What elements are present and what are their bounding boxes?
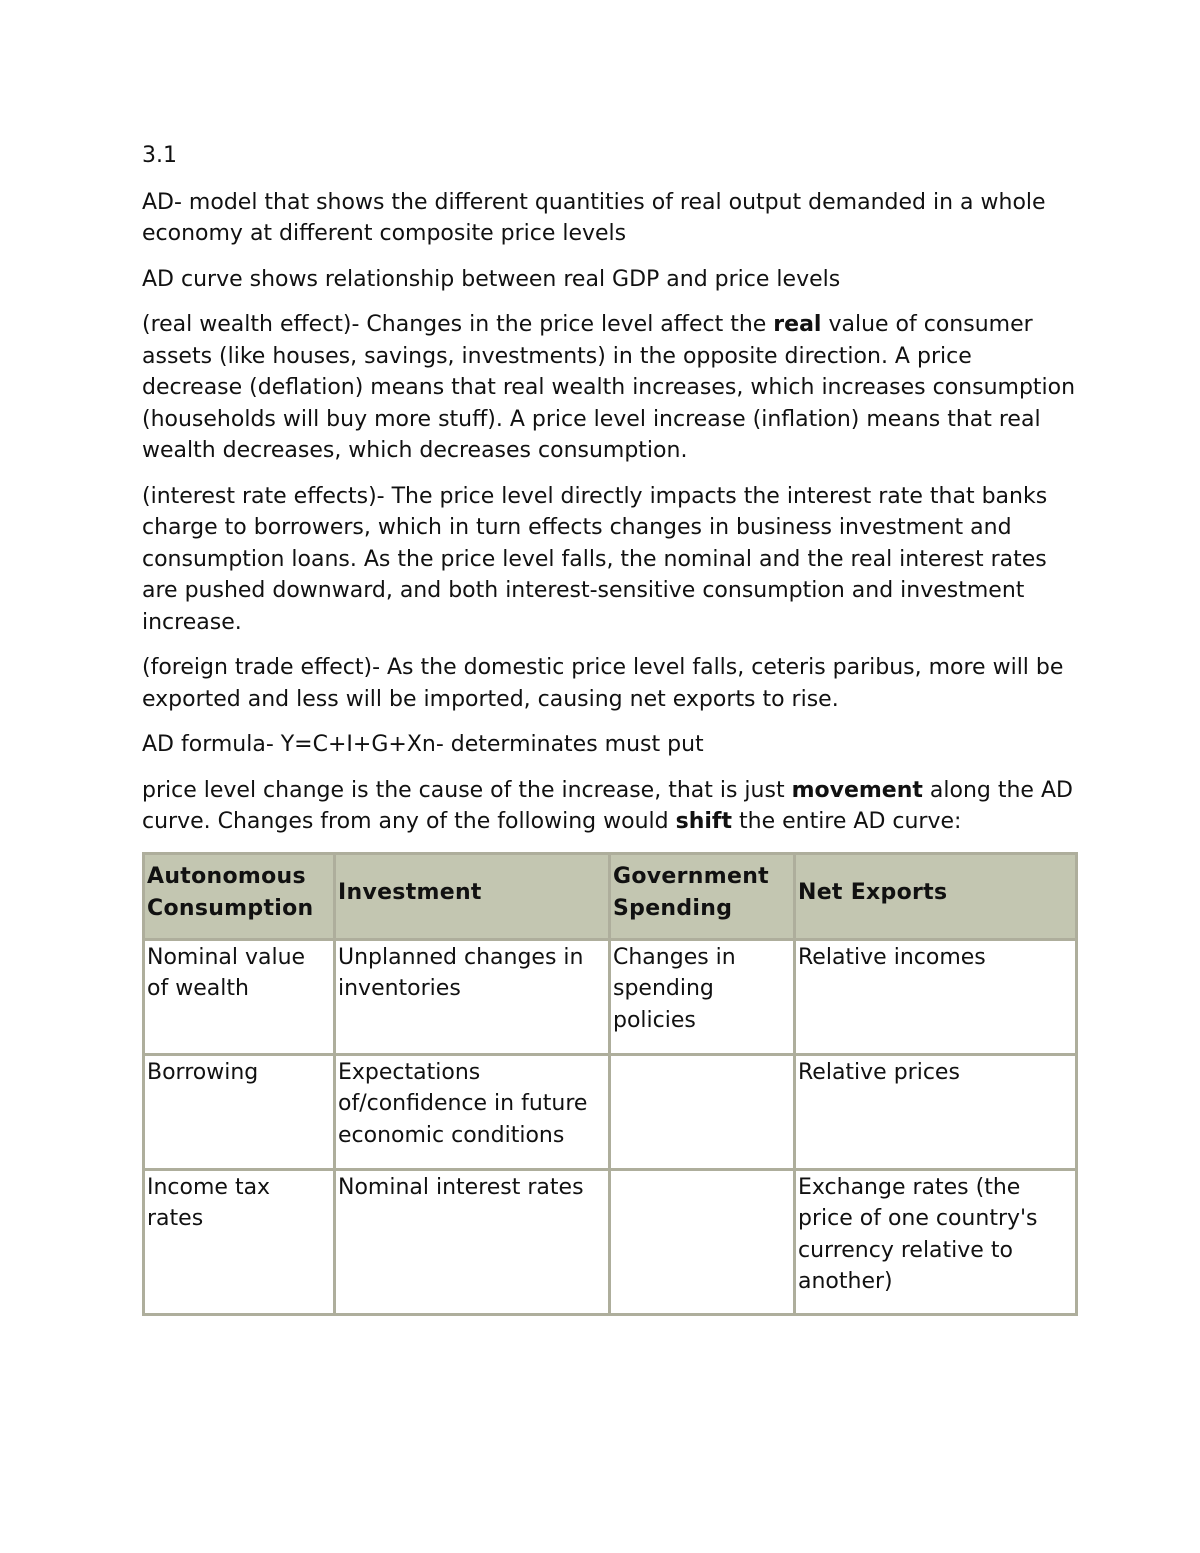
header-investment: Investment (335, 853, 610, 939)
table-cell: Borrowing (144, 1054, 335, 1169)
ad-curve-paragraph: AD curve shows relationship between real GDP and price levels (142, 266, 841, 292)
table-row (144, 939, 1077, 1054)
header-government-spending: Government Spending (610, 853, 795, 939)
table-row (144, 1054, 1077, 1169)
ad-shifters-table (142, 852, 1078, 1316)
real-wealth-effect-paragraph (142, 309, 1077, 467)
real-bold-term: real (773, 312, 822, 337)
table-cell: Changes in spending policies (610, 939, 795, 1054)
table-cell (610, 1054, 795, 1169)
table-cell: Nominal value of wealth (144, 939, 335, 1054)
movement-bold-term: movement (791, 777, 923, 803)
header-net-exports: Net Exports (795, 853, 1077, 939)
shift-bold-term: shift (675, 809, 732, 834)
table-cell: Nominal interest rates (335, 1169, 610, 1314)
header-autonomous-consumption: Autonomous Consumption (144, 853, 335, 939)
table-cell: Relative prices (795, 1054, 1077, 1169)
movement-text-part1: price level change is the cause of the increase, that is just (142, 777, 792, 803)
document-body (142, 140, 1077, 1316)
table-cell: Exchange rates (the price of one country's currency relative to another) (795, 1169, 1077, 1314)
table-header-row (144, 853, 1077, 939)
table-cell: Relative incomes (795, 939, 1077, 1054)
section-number: 3.1 (142, 143, 177, 168)
movement-shift-paragraph (142, 775, 1077, 838)
table-row (144, 1169, 1077, 1314)
real-wealth-text-end: value of consumer assets (like houses, savings, investments) in the opposite direction. A price decrease (deflation) means that real wealth increases, which increases consumption (households will buy more stuff). A price level increase (inflation) means that real wealth decreases, which decreases consumption. (142, 312, 1076, 463)
foreign-trade-effect-paragraph: (foreign trade effect)- As the domestic price level falls, ceteris paribus, more will be exported and less will be imported, causing net exports to rise. (142, 655, 1064, 712)
movement-text-part2: along the AD curve. Changes from any of the following would (142, 777, 1073, 834)
ad-formula-paragraph: AD formula- Y=C+I+G+Xn- determinates must put (142, 732, 704, 757)
table-cell: Income tax rates (144, 1169, 335, 1314)
real-wealth-text-start: (real wealth effect)- Changes in the price level affect the (142, 312, 774, 337)
movement-text-part3: the entire AD curve: (732, 809, 962, 834)
table-cell: Expectations of/confidence in future economic conditions (335, 1054, 610, 1169)
interest-rate-effect-paragraph: (interest rate effects)- The price level directly impacts the interest rate that banks charge to borrowers, which in turn effects changes in business investment and consumption loans. As the price level falls, the nominal and the real interest rates are pushed downward, and both interest-sensitive consumption and investment increase. (142, 483, 1048, 635)
table-cell (610, 1169, 795, 1314)
table-cell: Unplanned changes in inventories (335, 939, 610, 1054)
ad-definition-paragraph: AD- model that shows the different quantities of real output demanded in a whole economy at different composite price levels (142, 189, 1046, 246)
